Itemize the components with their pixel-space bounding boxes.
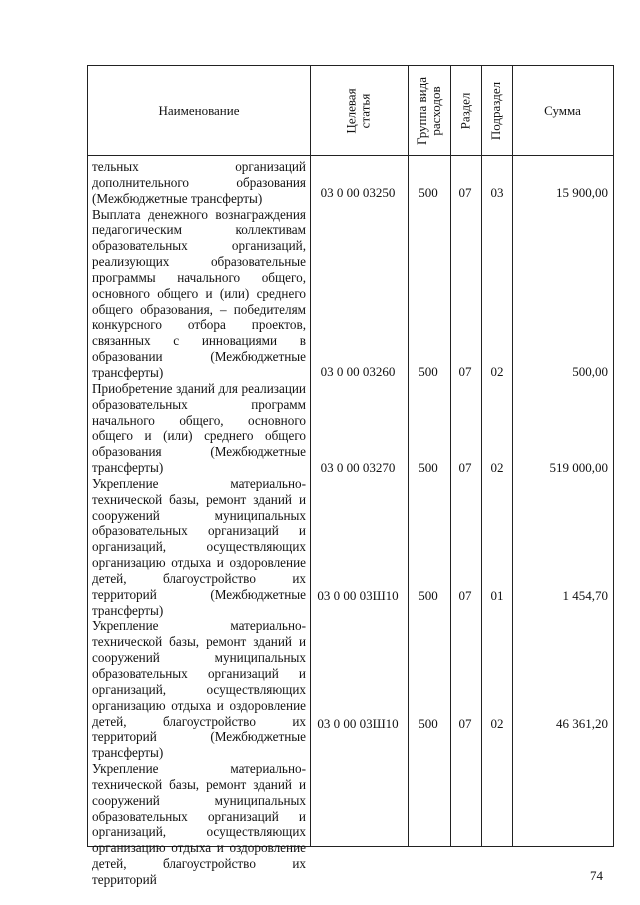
row-subsection: 01 bbox=[490, 588, 504, 603]
row-section: 07 bbox=[458, 588, 472, 603]
header-subsection bbox=[481, 66, 512, 155]
row-code: 03 0 00 03250 bbox=[320, 185, 396, 200]
row-subsection: 02 bbox=[490, 364, 504, 379]
row-sum: 46 361,20 bbox=[556, 716, 608, 731]
description-paragraph: Приобретение зданий для реализации образовательных программ начального общего, основного общего и (или) среднего общего образования (Межбюджетные трансферты) bbox=[92, 380, 306, 476]
header-target-line1: Целевая bbox=[343, 87, 359, 134]
row-code: 03 0 00 03260 bbox=[320, 364, 396, 379]
description-paragraph: Укрепление материально-технической базы, ремонт зданий и сооружений муниципальных образовательных организаций и организаций, осуществляющих организацию отдыха и оздоровление детей, благоустройство их территорий bbox=[92, 761, 306, 887]
row-subsection: 03 bbox=[490, 185, 504, 200]
description-paragraph: Выплата денежного вознаграждения педагогическим коллективам образовательных организаций, реализующих образовательные программы начального общего, основного общего и (или) среднего общего образования, – победителям конкурсного отбора проектов, связанных с инновациями в образовании (Межбюджетные трансферты) bbox=[92, 206, 306, 380]
row-code: 03 0 00 03Ш10 bbox=[317, 716, 399, 731]
header-section bbox=[450, 66, 481, 155]
header-divider bbox=[88, 155, 613, 156]
row-sum: 15 900,00 bbox=[556, 185, 608, 200]
row-subsection: 02 bbox=[490, 460, 504, 475]
page-number: 74 bbox=[590, 868, 603, 883]
description-paragraph: тельных организаций дополнительного образования (Межбюджетные трансферты) bbox=[92, 159, 306, 206]
header-group bbox=[408, 66, 450, 155]
header-target bbox=[310, 66, 408, 155]
header-section-label: Раздел bbox=[457, 92, 473, 129]
header-group-line1: Группа вида bbox=[414, 76, 430, 145]
row-code: 03 0 00 03Ш10 bbox=[317, 588, 399, 603]
row-section: 07 bbox=[458, 185, 472, 200]
row-subsection: 02 bbox=[490, 716, 504, 731]
row-sum: 1 454,70 bbox=[562, 588, 608, 603]
row-group: 500 bbox=[418, 364, 438, 379]
header-group-label bbox=[415, 77, 443, 145]
description-paragraph: Укрепление материально-технической базы, ремонт зданий и сооружений муниципальных образовательных организаций и организаций, осуществляющих организацию отдыха и оздоровление детей, благоустройство их территорий (Межбюджетные трансферты) bbox=[92, 475, 306, 618]
description-column bbox=[92, 159, 306, 888]
row-group: 500 bbox=[418, 716, 438, 731]
header-target-label bbox=[345, 88, 373, 133]
header-group-line2: расходов bbox=[428, 85, 444, 136]
row-sum: 519 000,00 bbox=[549, 460, 608, 475]
row-sum: 500,00 bbox=[572, 364, 608, 379]
header-target-line2: статья bbox=[357, 93, 373, 128]
row-group: 500 bbox=[418, 460, 438, 475]
row-group: 500 bbox=[418, 588, 438, 603]
row-group: 500 bbox=[418, 185, 438, 200]
row-code: 03 0 00 03270 bbox=[320, 460, 396, 475]
header-name bbox=[88, 66, 310, 155]
row-section: 07 bbox=[458, 364, 472, 379]
header-subsection-label: Подраздел bbox=[488, 81, 504, 140]
header-name-label: Наименование bbox=[158, 102, 240, 118]
header-sum bbox=[512, 66, 613, 155]
header-sum-label: Сумма bbox=[544, 102, 581, 118]
row-section: 07 bbox=[458, 716, 472, 731]
description-paragraph: Укрепление материально-технической базы, ремонт зданий и сооружений муниципальных образовательных организаций и организаций, осуществляющих организацию отдыха и оздоровление детей, благоустройство их территорий (Межбюджетные трансферты) bbox=[92, 618, 306, 761]
column-divider bbox=[512, 66, 513, 846]
row-section: 07 bbox=[458, 460, 472, 475]
